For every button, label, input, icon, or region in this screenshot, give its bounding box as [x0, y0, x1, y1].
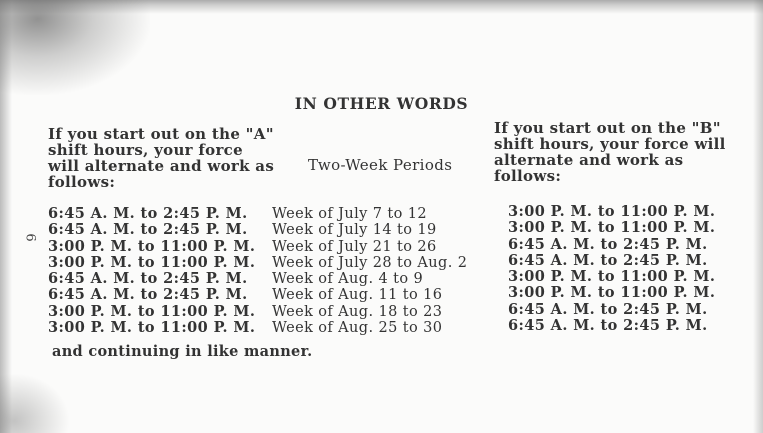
week-cell: Week of July 14 to 19	[272, 222, 437, 239]
b-shift-cell: 3:00 P. M. to 11:00 P. M.	[508, 284, 716, 302]
b-shift-cell: 3:00 P. M. to 11:00 P. M.	[508, 219, 716, 237]
b-shift-cell: 3:00 P. M. to 11:00 P. M.	[508, 268, 716, 286]
scan-edge-left	[0, 0, 12, 433]
a-shift-cell: 3:00 P. M. to 11:00 P. M.	[48, 319, 256, 337]
week-cell: Week of July 21 to 26	[272, 238, 437, 255]
a-shift-cell: 3:00 P. M. to 11:00 P. M.	[48, 302, 256, 320]
a-shift-cell: 6:45 A. M. to 2:45 P. M.	[48, 205, 248, 222]
b-shift-cell: 6:45 A. M. to 2:45 P. M.	[508, 235, 708, 253]
week-cell: Week of Aug. 4 to 9	[272, 271, 424, 288]
scan-smudge	[0, 0, 150, 95]
scan-edge-right	[753, 0, 763, 433]
a-shift-cell: 6:45 A. M. to 2:45 P. M.	[48, 286, 248, 304]
intro-b-shift: If you start out on the "B" shift hours, your force will alternate and work as follows:	[494, 119, 726, 185]
a-shift-cell: 6:45 A. M. to 2:45 P. M.	[48, 221, 248, 239]
a-shift-cell: 3:00 P. M. to 11:00 P. M.	[48, 253, 256, 271]
a-shift-cell: 6:45 A. M. to 2:45 P. M.	[48, 270, 248, 288]
page-title: IN OTHER WORDS	[294, 94, 469, 113]
b-shift-cell: 6:45 A. M. to 2:45 P. M.	[508, 317, 708, 335]
b-shift-cell: 3:00 P. M. to 11:00 P. M.	[508, 203, 716, 220]
intro-a-shift: If you start out on the "A" shift hours, your force will alternate and work as follows:	[48, 125, 275, 191]
weeks-column	[272, 206, 467, 336]
b-shift-cell: 6:45 A. M. to 2:45 P. M.	[508, 300, 708, 318]
week-cell: Week of Aug. 18 to 23	[272, 303, 443, 320]
b-shift-column	[508, 204, 715, 334]
side-mark: 6	[22, 233, 38, 242]
footer-note: and continuing in like manner.	[52, 343, 313, 360]
a-shift-column	[48, 206, 255, 336]
week-cell: Week of Aug. 11 to 16	[272, 287, 443, 304]
b-shift-cell: 6:45 A. M. to 2:45 P. M.	[508, 251, 708, 269]
a-shift-cell: 3:00 P. M. to 11:00 P. M.	[48, 237, 256, 255]
scan-smudge-bottom	[0, 373, 70, 433]
periods-heading: Two-Week Periods	[308, 156, 453, 174]
week-cell: Week of July 28 to Aug. 2	[272, 254, 468, 271]
week-cell: Week of Aug. 25 to 30	[272, 320, 443, 337]
week-cell: Week of July 7 to 12	[272, 206, 428, 222]
